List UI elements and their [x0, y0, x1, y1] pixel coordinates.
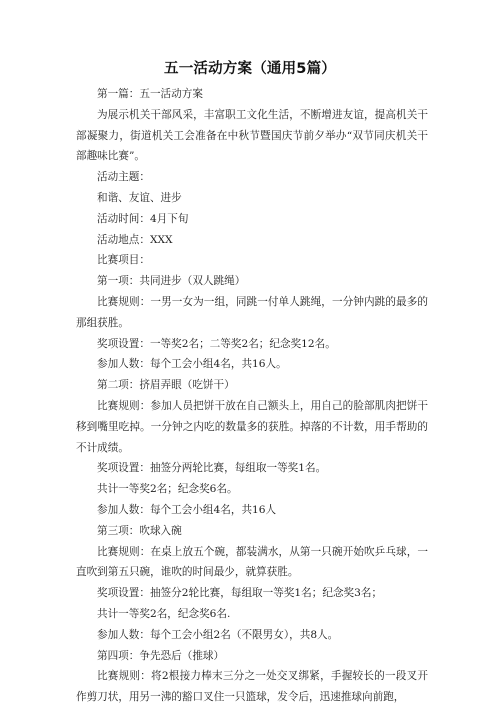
paragraph: 参加人数：每个工会小组4名，共16人: [97, 503, 277, 516]
paragraph: 比赛项目：: [97, 254, 150, 267]
paragraph: 共计一等奖2名；纪念奖6名。: [97, 483, 238, 496]
paragraph: 活动地点：XXX: [97, 233, 173, 246]
paragraph: 为展示机关干部风采，丰富职工文化生活，不断增进友谊，提高机关干部凝聚力，街道机关工会准备在中秋节暨国庆节前夕举办“双节同庆机关干部趣味比赛”。: [76, 108, 428, 163]
paragraph: 共计一等奖2名，纪念奖6名.: [97, 607, 231, 620]
paragraph: 第一篇：五一活动方案: [97, 88, 203, 100]
document-body: [76, 84, 428, 708]
paragraph: 和谐、友谊、进步: [97, 191, 182, 204]
paragraph: 比赛规则：一男一女为一组，同跳一付单人跳绳，一分钟内跳的最多的那组获胜。: [76, 295, 428, 329]
paragraph: 奖项设置：抽签分2轮比赛，每组取一等奖1名；纪念奖3名；: [97, 587, 383, 600]
paragraph: 活动时间：4月下旬: [97, 212, 189, 225]
paragraph: 参加人数：每个工会小组2名（不限男女），共8人。: [97, 628, 339, 641]
paragraph: 比赛规则：在桌上放五个碗，都装满水，从第一只碗开始吹乒乓球，一直吹到第五只碗，谁吹的时间最少，就算获胜。: [76, 545, 428, 579]
paragraph: 活动主题：: [97, 171, 150, 184]
paragraph: 第二项：挤眉弄眼（吃饼干）: [97, 379, 235, 392]
paragraph: 奖项设置：一等奖2名；二等奖2名；纪念奖12名。: [97, 337, 336, 350]
document-title: 五一活动方案（通用5篇）: [164, 61, 336, 77]
paragraph: 奖项设置：抽签分两轮比赛，每组取一等奖1名。: [97, 462, 327, 475]
paragraph: 比赛规则：参加人员把饼干放在自己额头上，用自己的脸部肌肉把饼干移到嘴里吃掉。一分钟之内吃的数量多的获胜。掉落的不计数，用手帮助的不计成绩。: [76, 399, 428, 454]
paragraph: 参加人数：每个工会小组4名，共16人。: [97, 358, 287, 371]
paragraph: 第四项：争先恐后（推球）: [97, 649, 225, 662]
paragraph: 比赛规则：将2根接力棒末三分之一处交叉绑紧，手握较长的一段叉开作剪刀状，用另一沸的豁口叉住一只篮球，发令后，迅速推球向前跑，: [76, 670, 428, 704]
paragraph: 第三项：吹球入碗: [97, 524, 182, 537]
paragraph: 第一项：共同进步（双人跳绳）: [97, 275, 246, 288]
